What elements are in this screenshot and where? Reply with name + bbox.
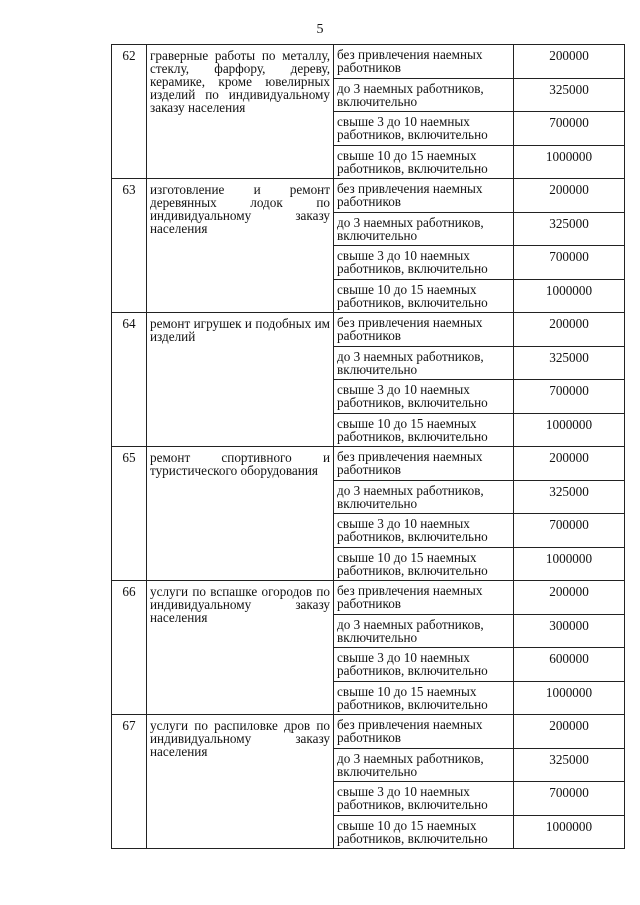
employee-condition: без привлечения наемных работников: [334, 45, 514, 79]
activity-description: услуги по распиловке дров по индивидуальному заказу населения: [147, 715, 334, 849]
employee-condition: свыше 3 до 10 наемных работников, включительно: [334, 112, 514, 146]
employee-condition: до 3 наемных работников, включительно: [334, 212, 514, 246]
employee-condition: без привлечения наемных работников: [334, 581, 514, 615]
income-amount: 325000: [514, 212, 625, 246]
employee-condition: свыше 3 до 10 наемных работников, включительно: [334, 514, 514, 548]
income-amount: 700000: [514, 380, 625, 414]
row-number: 63: [112, 179, 147, 313]
row-number: 66: [112, 581, 147, 715]
employee-condition: свыше 10 до 15 наемных работников, включительно: [334, 145, 514, 179]
table-row: [112, 715, 625, 749]
income-amount: 700000: [514, 514, 625, 548]
income-amount: 325000: [514, 480, 625, 514]
employee-condition: до 3 наемных работников, включительно: [334, 748, 514, 782]
income-amount: 200000: [514, 313, 625, 347]
employee-condition: до 3 наемных работников, включительно: [334, 480, 514, 514]
employee-condition: до 3 наемных работников, включительно: [334, 346, 514, 380]
activity-description: граверные работы по металлу, стеклу, фарфору, дереву, керамике, кроме ювелирных изделий по индивидуальному заказу населения: [147, 45, 334, 179]
employee-condition: до 3 наемных работников, включительно: [334, 78, 514, 112]
employee-condition: свыше 3 до 10 наемных работников, включительно: [334, 648, 514, 682]
employee-condition: без привлечения наемных работников: [334, 313, 514, 347]
income-amount: 325000: [514, 346, 625, 380]
income-amount: 1000000: [514, 681, 625, 715]
employee-condition: свыше 3 до 10 наемных работников, включительно: [334, 782, 514, 816]
income-amount: 200000: [514, 179, 625, 213]
income-amount: 200000: [514, 715, 625, 749]
income-amount: 200000: [514, 447, 625, 481]
table-row: [112, 581, 625, 615]
table-row: [112, 447, 625, 481]
activity-description: услуги по вспашке огородов по индивидуальному заказу населения: [147, 581, 334, 715]
income-amount: 700000: [514, 112, 625, 146]
income-amount: 325000: [514, 748, 625, 782]
employee-condition: без привлечения наемных работников: [334, 447, 514, 481]
employee-condition: свыше 10 до 15 наемных работников, включительно: [334, 681, 514, 715]
income-amount: 200000: [514, 581, 625, 615]
row-number: 67: [112, 715, 147, 849]
income-amount: 700000: [514, 782, 625, 816]
tariff-table-body: [112, 45, 625, 849]
activity-description: ремонт игрушек и подобных им изделий: [147, 313, 334, 447]
income-amount: 1000000: [514, 145, 625, 179]
page-number: 5: [316, 22, 324, 37]
table-row: [112, 313, 625, 347]
table-row: [112, 45, 625, 79]
employee-condition: без привлечения наемных работников: [334, 715, 514, 749]
table-row: [112, 179, 625, 213]
employee-condition: свыше 10 до 15 наемных работников, включительно: [334, 547, 514, 581]
activity-description: изготовление и ремонт деревянных лодок по индивидуальному заказу населения: [147, 179, 334, 313]
employee-condition: свыше 10 до 15 наемных работников, включительно: [334, 413, 514, 447]
activity-description: ремонт спортивного и туристического оборудования: [147, 447, 334, 581]
income-amount: 1000000: [514, 279, 625, 313]
row-number: 65: [112, 447, 147, 581]
income-amount: 200000: [514, 45, 625, 79]
income-amount: 325000: [514, 78, 625, 112]
employee-condition: свыше 3 до 10 наемных работников, включительно: [334, 380, 514, 414]
row-number: 62: [112, 45, 147, 179]
income-amount: 1000000: [514, 413, 625, 447]
employee-condition: без привлечения наемных работников: [334, 179, 514, 213]
income-amount: 300000: [514, 614, 625, 648]
employee-condition: свыше 3 до 10 наемных работников, включительно: [334, 246, 514, 280]
employee-condition: до 3 наемных работников, включительно: [334, 614, 514, 648]
employee-condition: свыше 10 до 15 наемных работников, включительно: [334, 279, 514, 313]
income-amount: 1000000: [514, 815, 625, 849]
income-amount: 1000000: [514, 547, 625, 581]
employee-condition: свыше 10 до 15 наемных работников, включительно: [334, 815, 514, 849]
income-amount: 700000: [514, 246, 625, 280]
tariff-table: [111, 44, 625, 849]
row-number: 64: [112, 313, 147, 447]
income-amount: 600000: [514, 648, 625, 682]
